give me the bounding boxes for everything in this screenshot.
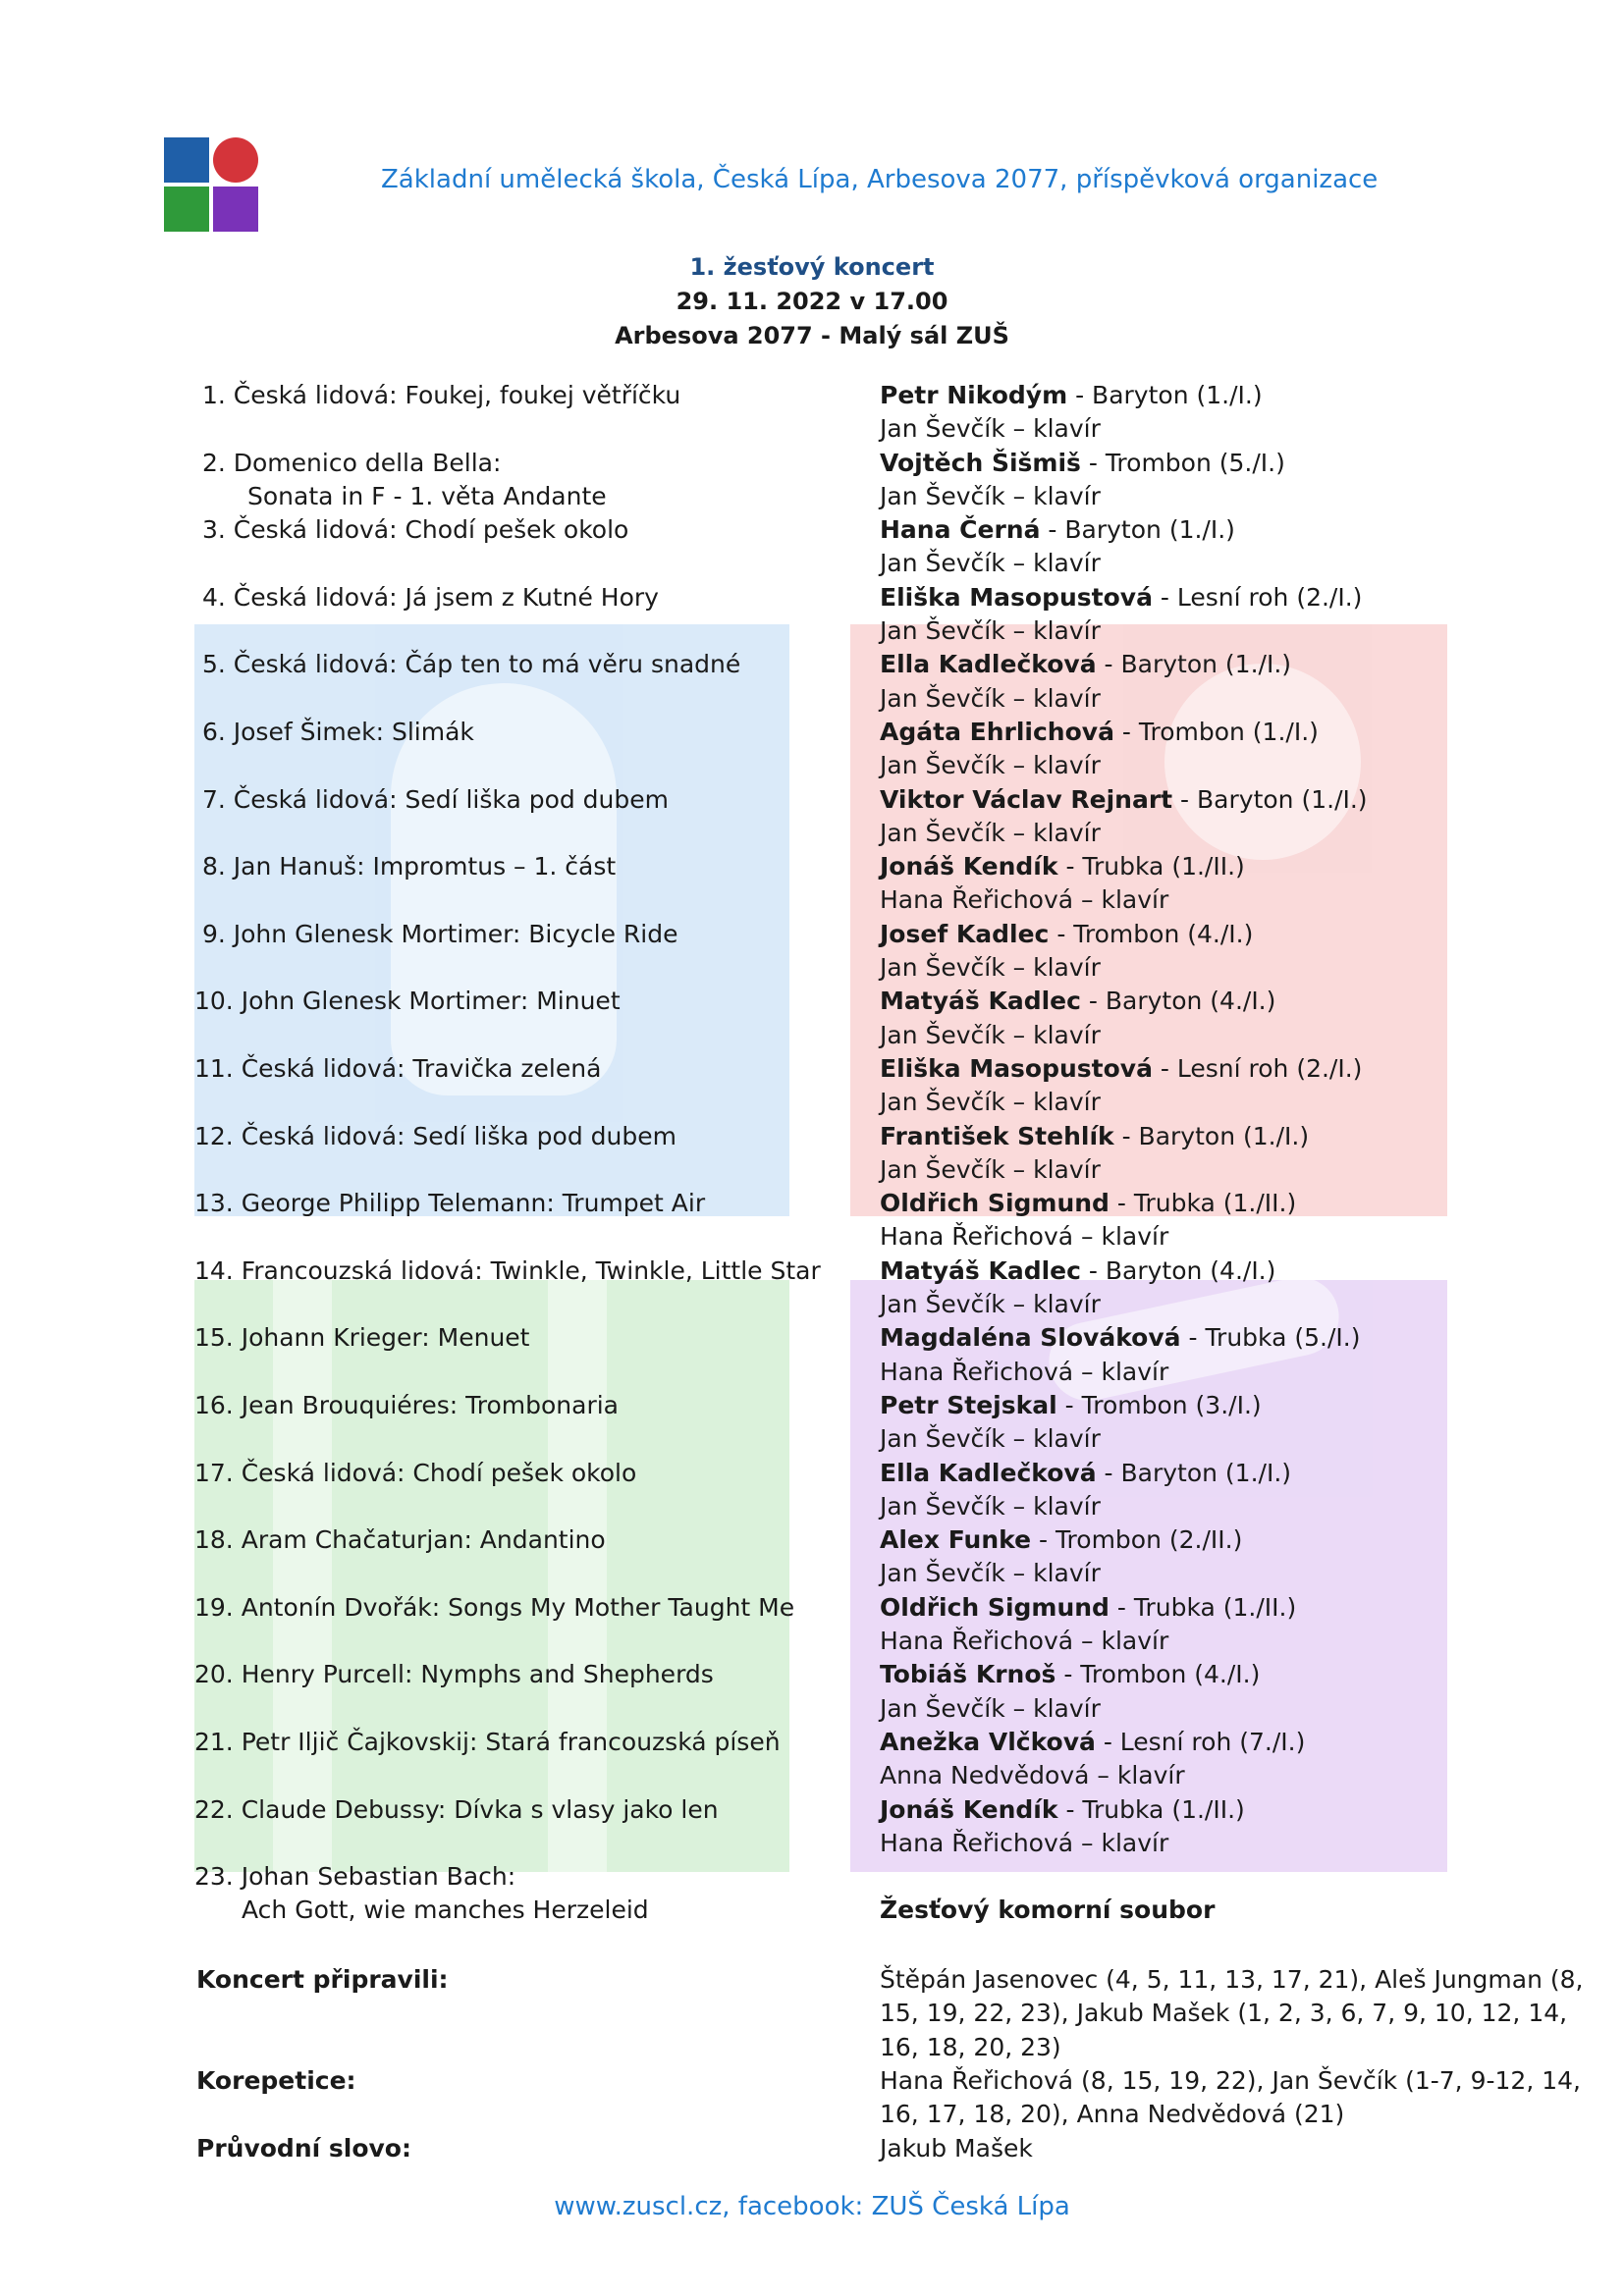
performer-instrument: - Baryton (4./I.) [1080, 987, 1276, 1016]
performer-name: Josef Kadlec [880, 919, 1050, 948]
accompanist: Hana Řeřichová – klavír [880, 1357, 1169, 1386]
accompanist: Jan Ševčík – klavír [880, 953, 1101, 983]
school-logo [164, 137, 260, 232]
program-performers [880, 1457, 1587, 1524]
program-piece [194, 1255, 852, 1288]
program-piece [194, 1457, 852, 1490]
program-number: 6. [194, 718, 226, 746]
accompanist: Jan Ševčík – klavír [880, 751, 1101, 780]
program-piece [194, 1052, 852, 1086]
accompanist: Anna Nedvědová – klavír [880, 1761, 1185, 1790]
performer-instrument: - Trubka (1./II.) [1057, 1794, 1245, 1824]
credits-prepared-label: Koncert připravili: [196, 1965, 449, 1994]
program-piece [194, 1187, 852, 1220]
program-performers [880, 716, 1587, 783]
performer-name: Oldřich Sigmund [880, 1189, 1110, 1218]
accompanist: Hana Řeřichová – klavír [880, 885, 1169, 915]
accompanist: Jan Ševčík – klavír [880, 1559, 1101, 1588]
program-piece [194, 918, 852, 951]
program-piece-title: Domenico della Bella: [233, 448, 502, 477]
performer-name: Ella Kadlečková [880, 650, 1097, 679]
accompanist: Hana Řeřichová – klavír [880, 1222, 1169, 1252]
program-piece [194, 1591, 852, 1625]
program-performers [880, 447, 1587, 514]
program-piece-title: Francouzská lidová: Twinkle, Twinkle, Little Star [241, 1255, 821, 1285]
performer-name: Agáta Ehrlichová [880, 718, 1114, 746]
performer-instrument: - Trubka (1./II.) [1109, 1592, 1297, 1622]
performer-instrument: - Trubka (1./II.) [1057, 852, 1245, 881]
program-piece-subtitle: Ach Gott, wie manches Herzeleid [242, 1896, 649, 1925]
accompanist: Jan Ševčík – klavír [880, 1088, 1101, 1117]
program-piece-title: Jean Brouquiéres: Trombonaria [241, 1391, 619, 1419]
performer-instrument: - Trubka (1./II.) [1109, 1189, 1297, 1218]
program-piece [194, 447, 852, 514]
credits-speech-label: Průvodní slovo: [196, 2134, 411, 2163]
program-piece-title: Josef Šimek: Slimák [233, 718, 474, 746]
program-piece [194, 1860, 852, 1928]
program-performers [880, 581, 1587, 649]
program-number: 11. [194, 1054, 234, 1083]
program-piece [194, 985, 852, 1018]
program-piece-title: Johan Sebastian Bach: [241, 1862, 516, 1892]
program-number: 1. [194, 381, 226, 409]
program-number: 23. [194, 1862, 234, 1892]
program-piece-title: John Glenesk Mortimer: Bicycle Ride [233, 919, 678, 948]
program-piece [194, 648, 852, 681]
performer-name: Magdaléna Slováková [880, 1323, 1181, 1353]
program-performers [880, 1658, 1587, 1726]
performer-instrument: - Lesní roh (7./I.) [1095, 1728, 1306, 1756]
performer-instrument: - Baryton (1./I.) [1096, 650, 1292, 679]
program-number: 17. [194, 1458, 234, 1487]
program-piece-title: Henry Purcell: Nymphs and Shepherds [241, 1660, 714, 1689]
accompanist: Jan Ševčík – klavír [880, 683, 1101, 713]
performer-name: Vojtěch Šišmiš [880, 448, 1081, 477]
program-number: 18. [194, 1525, 234, 1555]
accompanist: Jan Ševčík – klavír [880, 1491, 1101, 1521]
performer-instrument: - Trombon (5./I.) [1080, 448, 1285, 477]
concert-title-block [0, 250, 1624, 353]
program-performers [880, 1523, 1587, 1591]
program-piece-title: Česká lidová: Čáp ten to má věru snadné [233, 650, 741, 679]
concert-title: 1. žesťový koncert [689, 253, 935, 281]
performer-name: Petr Stejskal [880, 1391, 1057, 1419]
program-number: 7. [194, 784, 226, 814]
program-performers [880, 1389, 1587, 1457]
performer-name: Jonáš Kendík [880, 1794, 1058, 1824]
accompanist: Jan Ševčík – klavír [880, 414, 1101, 444]
program-number: 21. [194, 1728, 234, 1756]
performer-name: Eliška Masopustová [880, 582, 1153, 612]
program-piece-title: Česká lidová: Sedí liška pod dubem [241, 1121, 677, 1150]
program-piece-title: Johann Krieger: Menuet [241, 1323, 530, 1353]
program-number: 16. [194, 1391, 234, 1419]
program-piece [194, 1726, 852, 1759]
performer-name: Ella Kadlečková [880, 1458, 1097, 1487]
program-performers [880, 1187, 1587, 1255]
program-performers [880, 918, 1587, 986]
concert-datetime: 29. 11. 2022 v 17.00 [676, 288, 948, 315]
program-number: 22. [194, 1794, 234, 1824]
performer-instrument: - Trombon (3./I.) [1056, 1391, 1262, 1419]
program-piece [194, 513, 852, 547]
program-piece [194, 716, 852, 749]
program-number: 19. [194, 1592, 234, 1622]
accompanist: Hana Řeřichová – klavír [880, 1828, 1169, 1857]
program-piece-title: Antonín Dvořák: Songs My Mother Taught Me [241, 1592, 795, 1622]
program-performers [880, 648, 1587, 716]
program-number: 2. [194, 448, 226, 477]
program-performers [880, 1321, 1587, 1389]
watermark-green [194, 1280, 789, 1872]
program-performers [880, 379, 1587, 447]
program-piece [194, 850, 852, 883]
program-piece [194, 581, 852, 614]
program-piece [194, 1120, 852, 1153]
program-number: 5. [194, 650, 226, 679]
performer-name: Viktor Václav Rejnart [880, 784, 1173, 814]
program-piece [194, 1321, 852, 1355]
program-performers [880, 1052, 1587, 1120]
program-piece [194, 1658, 852, 1691]
accompanist: Jan Ševčík – klavír [880, 1424, 1101, 1454]
program-performers [880, 1726, 1587, 1793]
accompanist: Hana Řeřichová – klavír [880, 1627, 1169, 1656]
performer-name: Eliška Masopustová [880, 1054, 1153, 1083]
performer-instrument: - Baryton (4./I.) [1080, 1255, 1276, 1285]
program-piece-title: Aram Chačaturjan: Andantino [241, 1525, 606, 1555]
program-number: 3. [194, 515, 226, 545]
accompanist: Jan Ševčík – klavír [880, 818, 1101, 847]
performer-name: Alex Funke [880, 1525, 1032, 1555]
program-number: 12. [194, 1121, 234, 1150]
program-performers [880, 985, 1587, 1052]
performer-name: Tobiáš Krnoš [880, 1660, 1056, 1689]
program-piece-title: Česká lidová: Travička zelená [241, 1054, 602, 1083]
program-performers [880, 1793, 1587, 1861]
performer-instrument: - Baryton (1./I.) [1113, 1121, 1310, 1150]
program-number: 10. [194, 987, 234, 1016]
program-number: 15. [194, 1323, 234, 1353]
performer-instrument: - Trombon (1./I.) [1113, 718, 1319, 746]
program-performers [880, 1860, 1587, 1928]
performer-instrument: - Trombon (4./I.) [1056, 1660, 1261, 1689]
program-performers [880, 1591, 1587, 1659]
ensemble-name: Žesťový komorní soubor [880, 1896, 1216, 1925]
accompanist: Jan Ševčík – klavír [880, 1020, 1101, 1049]
performer-name: Hana Černá [880, 515, 1041, 545]
program-piece-subtitle: Sonata in F - 1. věta Andante [247, 481, 607, 510]
program-performers [880, 1255, 1587, 1322]
program-performers [880, 850, 1587, 918]
program-piece-title: John Glenesk Mortimer: Minuet [241, 987, 621, 1016]
performer-instrument: - Lesní roh (2./I.) [1152, 582, 1363, 612]
credits-accomp-value: Hana Řeřichová (8, 15, 19, 22), Jan Ševčík (1-7, 9-12, 14, 16, 17, 18, 20), Anna Nedvědová (21) [880, 2066, 1581, 2129]
accompanist: Jan Ševčík – klavír [880, 549, 1101, 578]
performer-instrument: - Trombon (4./I.) [1049, 919, 1254, 948]
program-number: 13. [194, 1189, 234, 1218]
performer-name: Oldřich Sigmund [880, 1592, 1110, 1622]
performer-name: Matyáš Kadlec [880, 987, 1081, 1016]
program-piece-title: Česká lidová: Já jsem z Kutné Hory [233, 582, 659, 612]
program-performers [880, 1120, 1587, 1188]
accompanist: Jan Ševčík – klavír [880, 1154, 1101, 1184]
accompanist: Jan Ševčík – klavír [880, 481, 1101, 510]
program-piece-title: Česká lidová: Sedí liška pod dubem [233, 784, 670, 814]
program-piece-title: Česká lidová: Chodí pešek okolo [233, 515, 629, 545]
performer-name: Matyáš Kadlec [880, 1255, 1081, 1285]
performer-instrument: - Baryton (1./I.) [1067, 381, 1263, 409]
concert-venue: Arbesova 2077 - Malý sál ZUŠ [615, 322, 1009, 349]
performer-name: Anežka Vlčková [880, 1728, 1096, 1756]
accompanist: Jan Ševčík – klavír [880, 1693, 1101, 1723]
program-piece-title: Česká lidová: Chodí pešek okolo [241, 1458, 637, 1487]
program-piece-title: Petr Iljič Čajkovskij: Stará francouzská píseň [241, 1728, 781, 1756]
program-piece-title: George Philipp Telemann: Trumpet Air [241, 1189, 706, 1218]
program-number: 20. [194, 1660, 234, 1689]
program-piece [194, 1793, 852, 1827]
performer-name: Jonáš Kendík [880, 852, 1058, 881]
program-piece [194, 1389, 852, 1422]
program-number: 8. [194, 852, 226, 881]
program-number: 14. [194, 1255, 234, 1285]
performer-instrument: - Baryton (1./I.) [1172, 784, 1368, 814]
credits-speech-value: Jakub Mašek [880, 2134, 1033, 2163]
program-piece [194, 783, 852, 817]
program-piece-title: Česká lidová: Foukej, foukej větříčku [233, 381, 681, 409]
credits-prepared-value: Štěpán Jasenovec (4, 5, 11, 13, 17, 21), Aleš Jungman (8, 15, 19, 22, 23), Jakub Mašek (1, 2, 3, 6, 7, 9, 10, 12, 14, 16, 18, 20, 23) [880, 1965, 1584, 2061]
performer-instrument: - Baryton (1./I.) [1040, 515, 1235, 545]
website-link[interactable]: www.zuscl.cz, facebook: ZUŠ Česká Lípa [554, 2192, 1070, 2221]
program-piece [194, 379, 852, 412]
program-number: 4. [194, 582, 226, 612]
program-piece-title: Jan Hanuš: Impromtus – 1. část [233, 852, 617, 881]
performer-name: František Stehlík [880, 1121, 1114, 1150]
program-performers [880, 513, 1587, 581]
accompanist: Jan Ševčík – klavír [880, 1290, 1101, 1319]
performer-instrument: - Lesní roh (2./I.) [1152, 1054, 1363, 1083]
program-piece-title: Claude Debussy: Dívka s vlasy jako len [241, 1794, 719, 1824]
program-performers [880, 783, 1587, 851]
performer-name: Petr Nikodým [880, 381, 1068, 409]
performer-instrument: - Trombon (2./II.) [1031, 1525, 1243, 1555]
performer-instrument: - Baryton (1./I.) [1096, 1458, 1292, 1487]
program-piece [194, 1523, 852, 1557]
performer-instrument: - Trubka (5./I.) [1180, 1323, 1361, 1353]
accompanist: Jan Ševčík – klavír [880, 616, 1101, 646]
school-name: Základní umělecká škola, Česká Lípa, Arbesova 2077, příspěvková organizace [381, 165, 1379, 194]
credits-accomp-label: Korepetice: [196, 2066, 356, 2095]
program-number: 9. [194, 919, 226, 948]
